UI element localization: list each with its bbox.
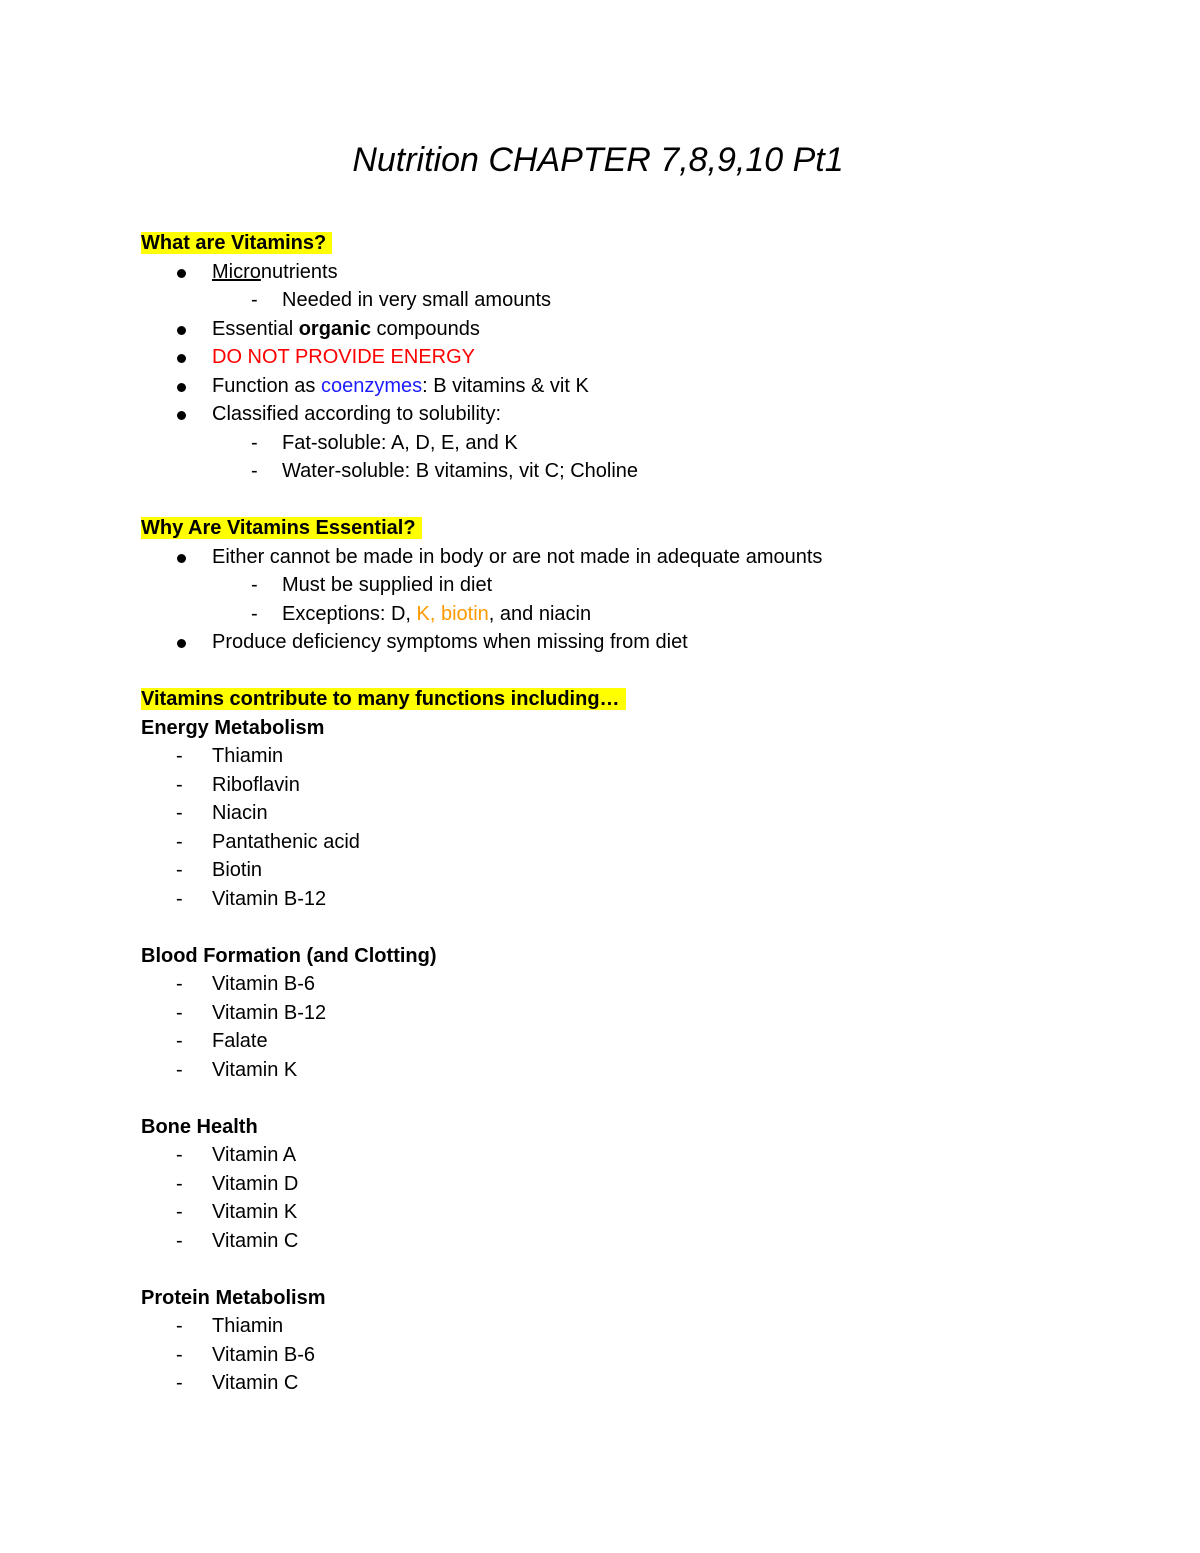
bullet-icon: [177, 554, 186, 563]
list-item: - Vitamin B-12: [141, 999, 1101, 1028]
list-item: - Pantathenic acid: [141, 828, 1101, 857]
list-item: - Thiamin: [141, 742, 1101, 771]
list-subitem: - Fat-soluble: A, D, E, and K: [141, 429, 1101, 458]
section-heading-functions: Vitamins contribute to many functions including…: [141, 685, 1101, 714]
dash-icon: -: [176, 1172, 183, 1195]
list-item: - Vitamin B-6: [141, 970, 1101, 999]
dash-icon: -: [176, 1001, 183, 1024]
dash-icon: -: [176, 1315, 183, 1337]
list-item: - Riboflavin: [141, 771, 1101, 800]
bullet-icon: [177, 383, 186, 392]
dash-icon: -: [176, 1343, 183, 1366]
dash-icon: -: [251, 602, 258, 625]
list-item: - Vitamin A: [141, 1141, 1101, 1170]
bullet-icon: [177, 639, 186, 648]
list-item: - Vitamin K: [141, 1056, 1101, 1085]
dash-icon: -: [176, 745, 183, 767]
list-item: - Vitamin B-6: [141, 1341, 1101, 1370]
dash-icon: -: [176, 887, 183, 910]
dash-icon: -: [251, 289, 258, 311]
group-title: Energy Metabolism: [141, 716, 325, 739]
dash-icon: -: [176, 859, 183, 881]
list-subitem: - Must be supplied in diet: [141, 571, 1101, 600]
bullet-icon: [177, 326, 186, 335]
list-item: - Vitamin B-12: [141, 885, 1101, 914]
list-item: DO NOT PROVIDE ENERGY: [141, 343, 1101, 372]
bullet-icon: [177, 269, 186, 278]
dash-icon: -: [176, 802, 183, 824]
section-heading-why-essential: Why Are Vitamins Essential?: [141, 514, 1101, 543]
list-item: - Vitamin K: [141, 1198, 1101, 1227]
list-item: Classified according to solubility:: [141, 400, 1101, 429]
dash-icon: -: [176, 1229, 183, 1252]
document-body: [141, 229, 1101, 1398]
list-subitem: - Exceptions: D, K, biotin, and niacin: [141, 600, 1101, 629]
list-item: - Vitamin C: [141, 1369, 1101, 1398]
list-item: Either cannot be made in body or are not made in adequate amounts: [141, 543, 1101, 572]
list-item: - Vitamin C: [141, 1227, 1101, 1256]
list-item: Micronutrients: [141, 258, 1101, 287]
list-subitem: - Needed in very small amounts: [141, 286, 1101, 315]
list-item: - Thiamin: [141, 1312, 1101, 1341]
dash-icon: -: [176, 1201, 183, 1223]
dash-icon: -: [251, 574, 258, 596]
dash-icon: -: [176, 1372, 183, 1394]
dash-icon: -: [176, 1030, 183, 1052]
list-item: - Niacin: [141, 799, 1101, 828]
group-title: Bone Health: [141, 1115, 258, 1138]
function-groups: [141, 714, 1101, 1398]
list-item: Produce deficiency symptoms when missing from diet: [141, 628, 1101, 657]
dash-icon: -: [251, 431, 258, 454]
dash-icon: -: [176, 973, 183, 995]
dash-icon: -: [176, 830, 183, 853]
list-item: - Biotin: [141, 856, 1101, 885]
list-item: Essential organic compounds: [141, 315, 1101, 344]
dash-icon: -: [176, 1144, 183, 1166]
page-title: Nutrition CHAPTER 7,8,9,10 Pt1: [352, 141, 844, 179]
bullet-icon: [177, 354, 186, 363]
dash-icon: -: [176, 1058, 183, 1081]
section-heading-what-are-vitamins: What are Vitamins?: [141, 229, 1101, 258]
dash-icon: -: [251, 460, 258, 482]
group-title: Blood Formation (and Clotting): [141, 944, 437, 967]
list-subitem: - Water-soluble: B vitamins, vit C; Choline: [141, 457, 1101, 486]
dash-icon: -: [176, 773, 183, 796]
list-item: - Vitamin D: [141, 1170, 1101, 1199]
bullet-icon: [177, 411, 186, 420]
list-item: Function as coenzymes: B vitamins & vit K: [141, 372, 1101, 401]
group-title: Protein Metabolism: [141, 1286, 326, 1309]
list-item: - Falate: [141, 1027, 1101, 1056]
